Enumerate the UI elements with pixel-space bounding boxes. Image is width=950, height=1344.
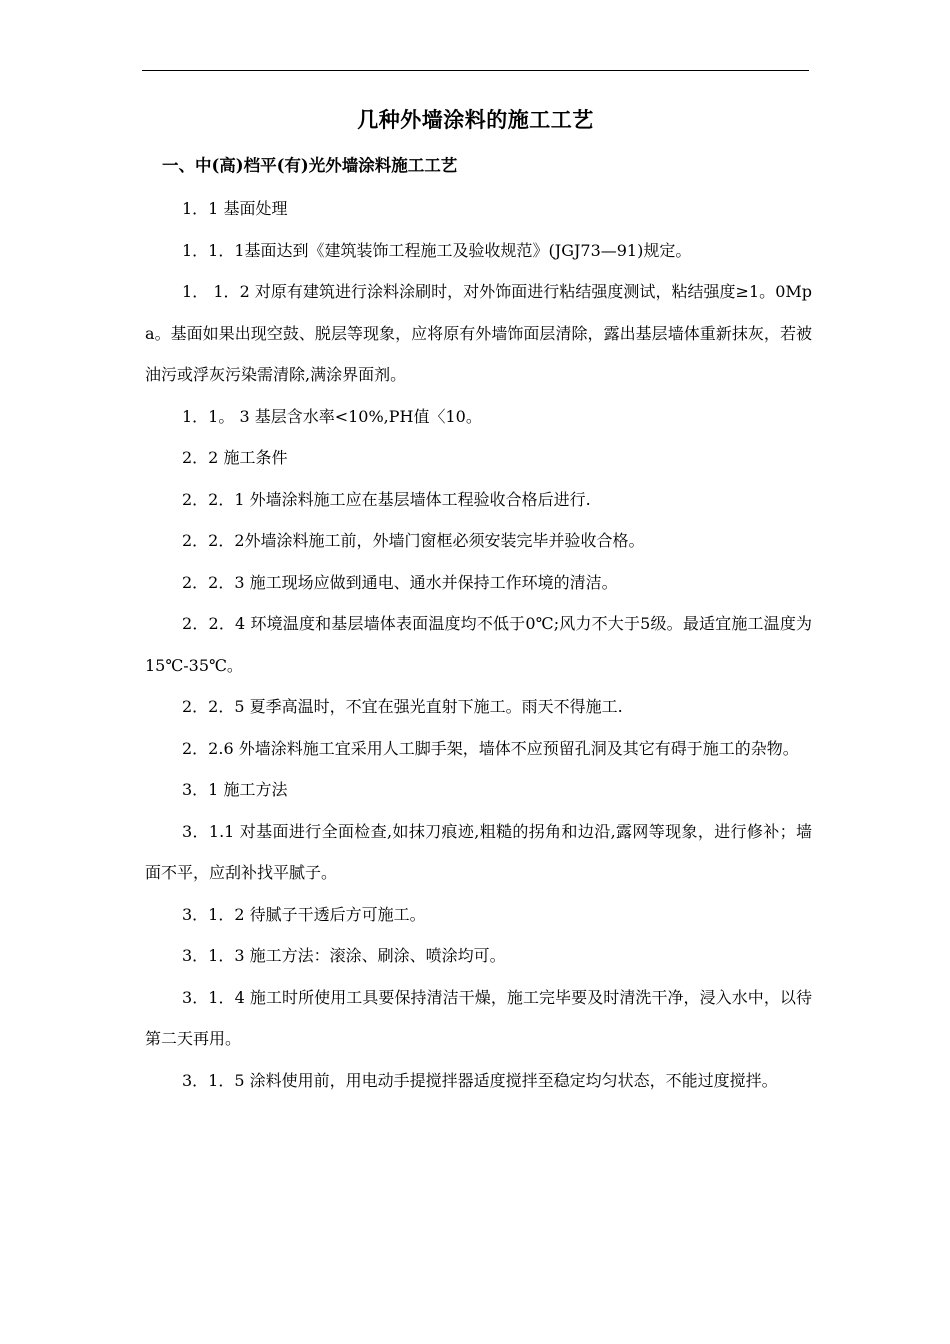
paragraph-3-1-2: 3．1．2 待腻子干透后方可施工。 bbox=[182, 904, 426, 924]
section-heading: 一、中(高)档平(有)光外墙涂料施工工艺 bbox=[162, 156, 458, 175]
paragraph-3-1-1: 3．1.1 对基面进行全面检查,如抹刀痕迹,粗糙的拐角和边沿,露网等现象，进行修补；墙面不平，应刮补找平腻子。 bbox=[145, 821, 812, 882]
document-body bbox=[145, 188, 812, 1101]
paragraph-2-2-2: 2．2．2外墙涂料施工前，外墙门窗框必须安装完毕并验收合格。 bbox=[182, 531, 645, 550]
paragraph-2-2-1: 2．2．1 外墙涂料施工应在基层墙体工程验收合格后进行. bbox=[182, 489, 591, 509]
paragraph-2-2-3: 2．2．3 施工现场应做到通电、通水并保持工作环境的清洁。 bbox=[182, 572, 618, 592]
paragraph-3-1-4: 3．1．4 施工时所使用工具要保持清洁干燥，施工完毕要及时清洗干净，浸入水中，以待第二天再用。 bbox=[145, 987, 812, 1048]
paragraph-2-2-4: 2．2．4 环境温度和基层墙体表面温度均不低于0℃;风力不大于5级。最适宜施工温度为15℃-35℃。 bbox=[145, 614, 812, 675]
paragraph-2-2-5: 2．2．5 夏季高温时，不宜在强光直射下施工。雨天不得施工. bbox=[182, 697, 623, 716]
paragraph-1-1-1: 1．1．1基面达到《建筑装饰工程施工及验收规范》(JGJ73—91)规定。 bbox=[182, 240, 692, 260]
paragraph-1-1: 1．1 基面处理 bbox=[182, 199, 288, 218]
paragraph-3-1-5: 3．1．5 涂料使用前，用电动手提搅拌器适度搅拌至稳定均匀状态，不能过度搅拌。 bbox=[182, 1070, 778, 1090]
paragraph-3-1-3: 3．1．3 施工方法：滚涂、刷涂、喷涂均可。 bbox=[182, 946, 506, 965]
paragraph-2-2: 2．2 施工条件 bbox=[182, 448, 288, 467]
paragraph-2-2-6: 2．2.6 外墙涂料施工宜采用人工脚手架，墙体不应预留孔洞及其它有碍于施工的杂物。 bbox=[182, 738, 799, 758]
header-rule bbox=[142, 70, 809, 71]
document-title: 几种外墙涂料的施工工艺 bbox=[357, 107, 594, 132]
paragraph-1-1-3: 1．1。 3 基层含水率<10%,PH值〈10。 bbox=[182, 406, 482, 426]
paragraph-1-1-2: 1． 1．2 对原有建筑进行涂料涂刷时，对外饰面进行粘结强度测试，粘结强度≥1。0Mpa。基面如果出现空鼓、脱层等现象，应将原有外墙饰面层清除，露出基层墙体重新抹灰，若被油污或浮灰污染需清除,满涂界面剂。 bbox=[145, 282, 812, 384]
paragraph-3-1: 3．1 施工方法 bbox=[182, 780, 288, 799]
